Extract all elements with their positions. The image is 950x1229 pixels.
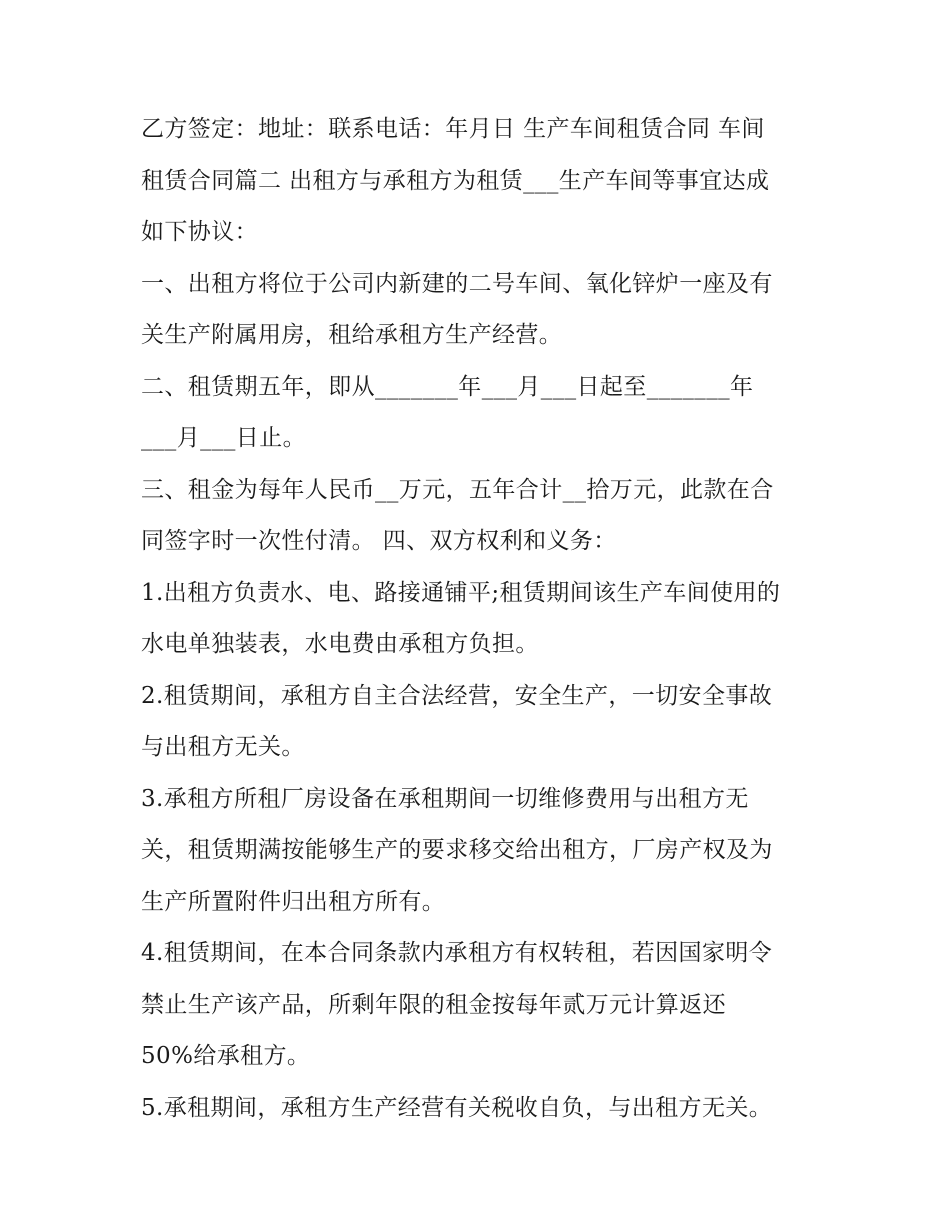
item-2-line: 与出租方无关。 [141,734,305,760]
item-3-line: 关，租赁期满按能够生产的要求移交给出租方，厂房产权及为 [141,837,773,863]
item-2-line: 2.租赁期间，承租方自主合法经营，安全生产，一切安全事故 [141,682,773,709]
item-4-line: 50%给承租方。 [141,1043,311,1069]
item-5-line: 5.承租期间，承租方生产经营有关税收自负，与出租方无关。 [141,1094,773,1121]
clause-2-line: ___月___日止。 [141,425,306,451]
clause-2-line: 二、租赁期五年，即从_______年___月___日起至_______年 [141,373,754,400]
item-4-line: 禁止生产该产品，所剩年限的租金按每年贰万元计算返还 [141,991,726,1018]
text-line: 租赁合同篇二 出租方与承租方为租赁___生产车间等事宜达成 [141,167,770,194]
clause-1-line: 关生产附属用房，租给承租方生产经营。 [141,322,563,348]
item-1-line: 1.出租方负责水、电、路接通铺平;租赁期间该生产车间使用的 [141,579,781,606]
clause-3-line: 三、租金为每年人民币__万元，五年合计__拾万元，此款在合 [141,476,774,503]
clause-1-line: 一、出租方将位于公司内新建的二号车间、氧化锌炉一座及有 [141,270,773,297]
text-line: 乙方签定：地址：联系电话：年月日 生产车间租赁合同 车间 [141,116,765,142]
item-4-line: 4.租赁期间，在本合同条款内承租方有权转租，若因国家明令 [141,940,773,966]
item-3-line: 3.承租方所租厂房设备在承租期间一切维修费用与出租方无 [141,785,749,812]
contract-text [141,104,831,1134]
item-3-line: 生产所置附件归出租方所有。 [141,888,446,915]
text-line: 如下协议： [141,219,258,245]
item-1-line: 水电单独装表，水电费由承租方负担。 [141,631,539,657]
clause-3-line: 同签字时一次性付清。 四、双方权利和义务： [141,528,617,554]
